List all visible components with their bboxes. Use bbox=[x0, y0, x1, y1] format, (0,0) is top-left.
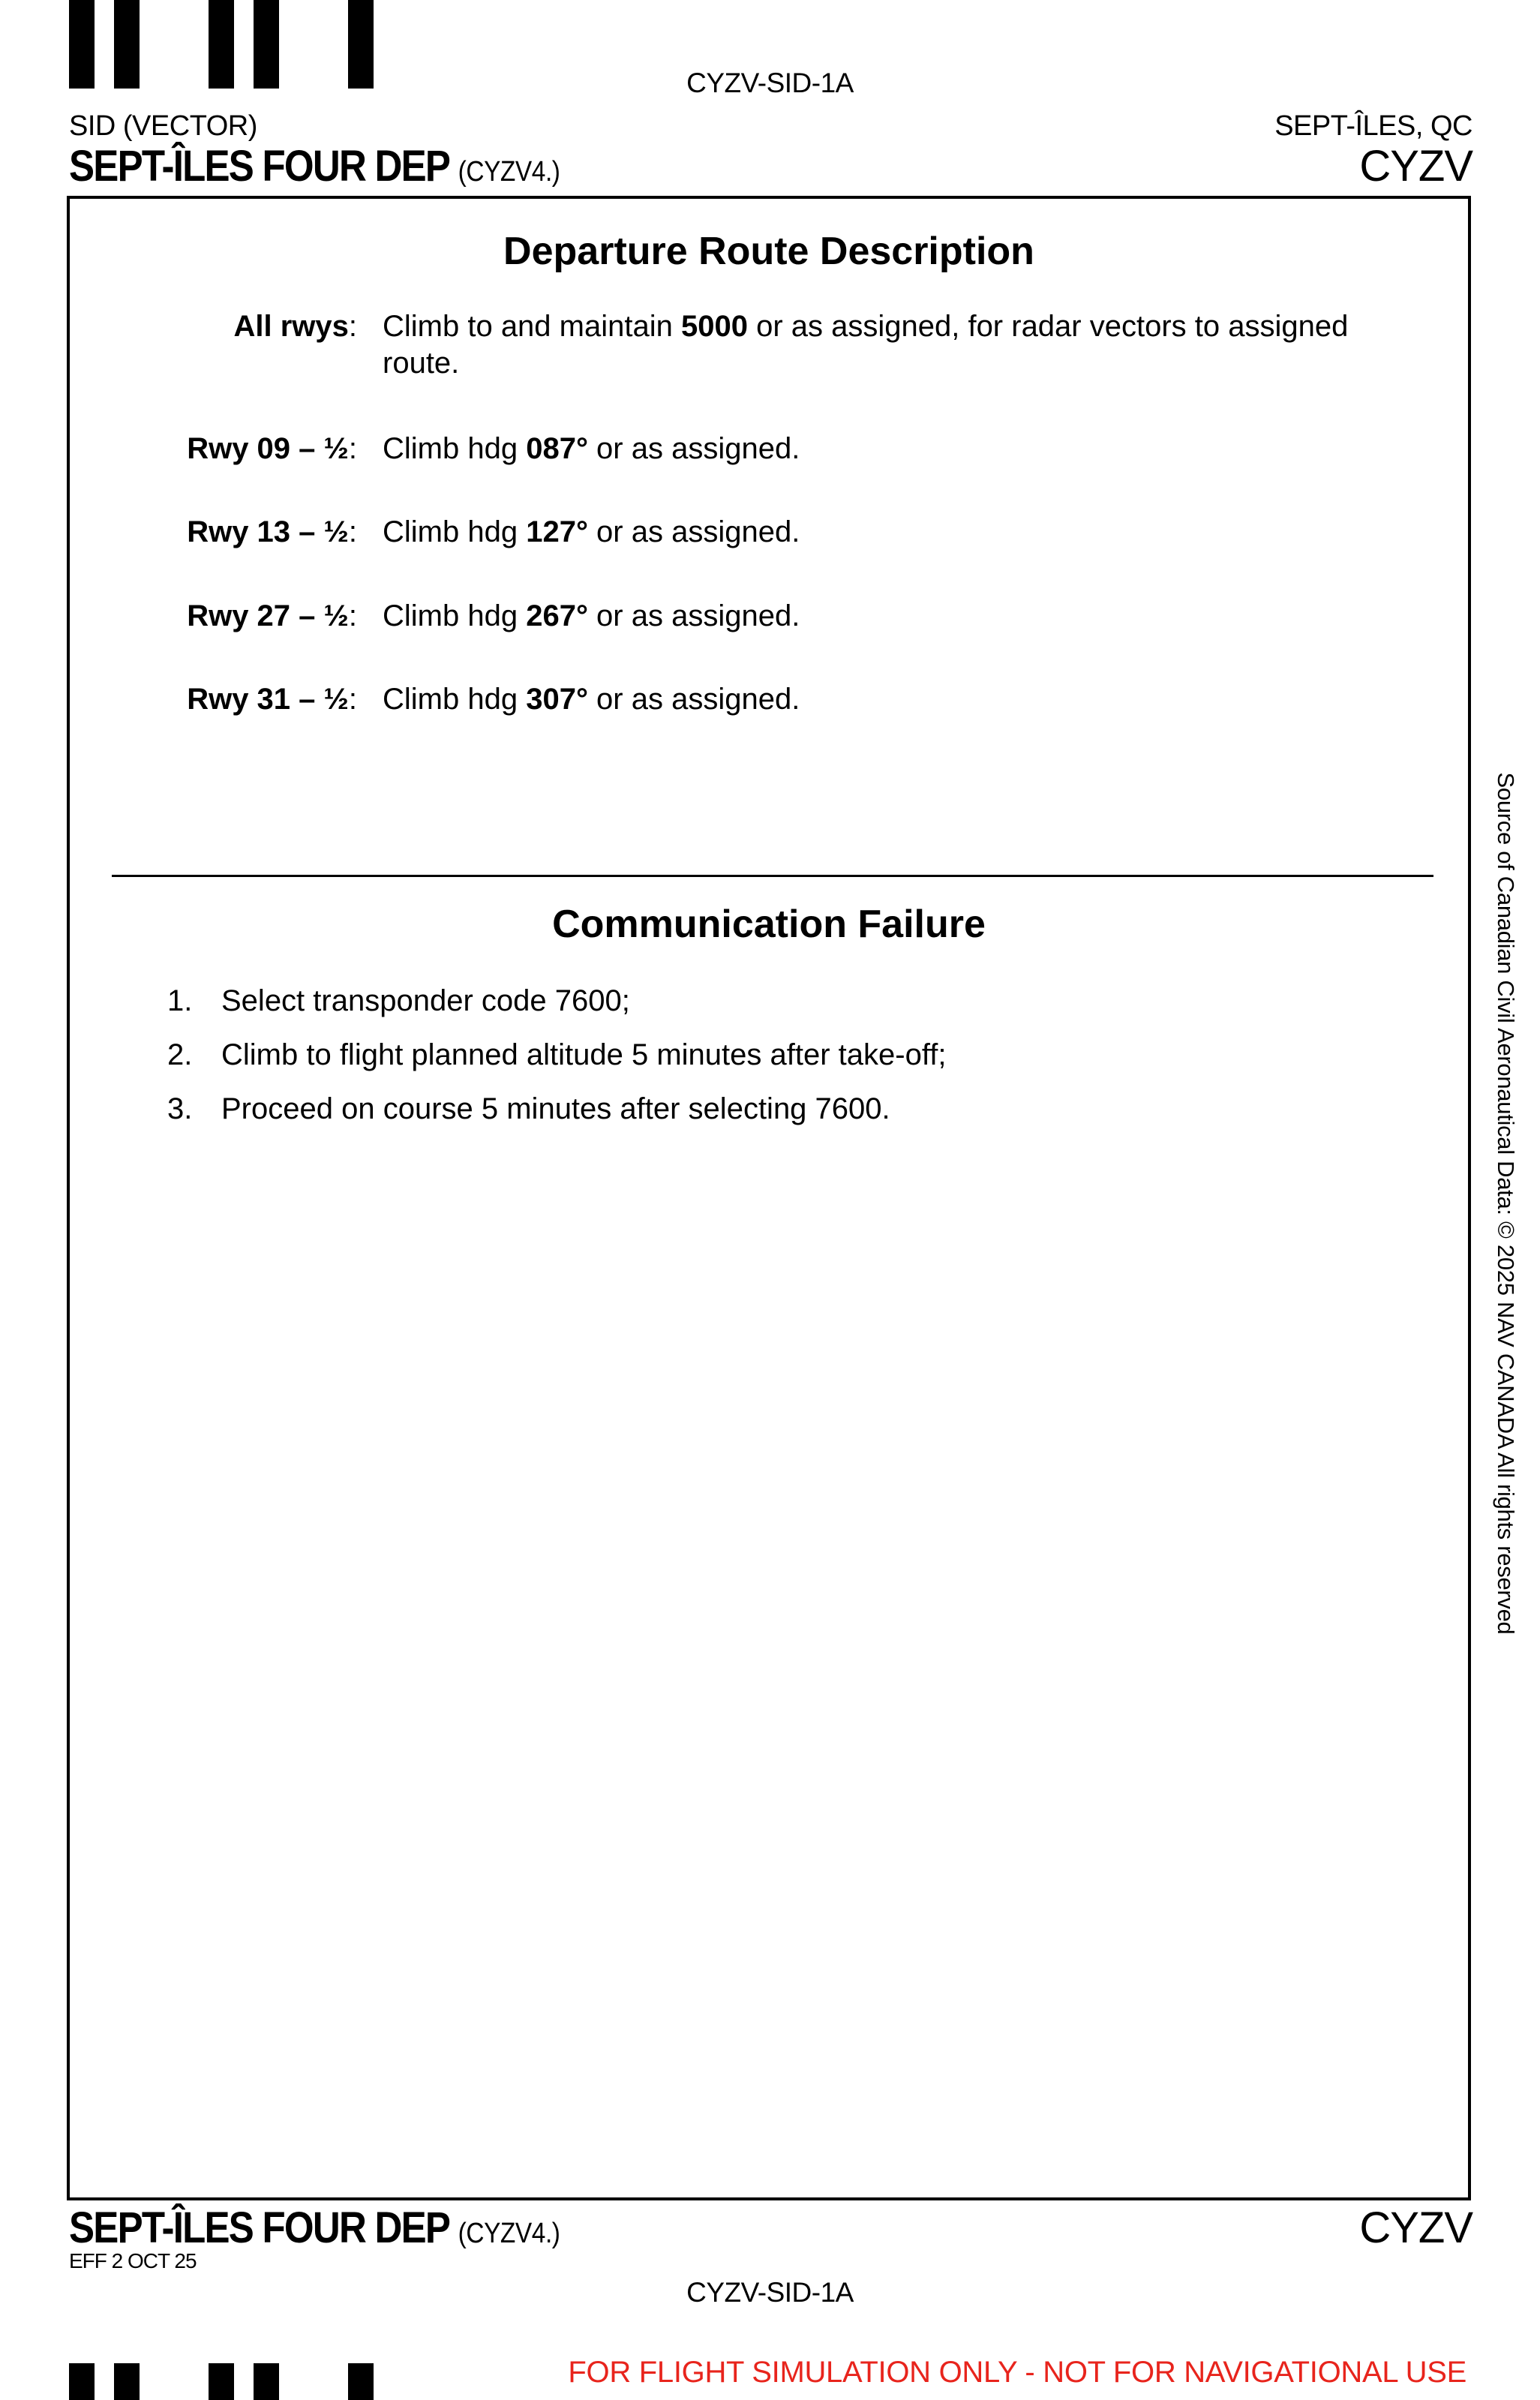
procedure-code: (CYZV4.) bbox=[458, 156, 560, 188]
effective-date: EFF 2 OCT 25 bbox=[69, 2249, 197, 2272]
footer-procedure-title bbox=[69, 2203, 560, 2253]
row-text-pre: Climb to and maintain bbox=[383, 310, 681, 343]
list-item-text: Climb to flight planned altitude 5 minutes after take-off; bbox=[221, 1038, 947, 1071]
location: SEPT-ÎLES, QC bbox=[1274, 110, 1472, 142]
comm-failure-title: Communication Failure bbox=[552, 903, 986, 946]
row-label: Rwy 13 – ½: bbox=[187, 515, 357, 548]
procedure-name: SEPT-ÎLES FOUR DEP bbox=[69, 142, 449, 191]
row-text-bold: 267° bbox=[526, 599, 588, 632]
list-item-number: 1. bbox=[167, 984, 193, 1017]
binding-bar bbox=[348, 2363, 374, 2400]
procedure-title bbox=[69, 141, 560, 191]
row-label-text: Rwy 09 – ½ bbox=[187, 432, 349, 465]
list-item-number: 2. bbox=[167, 1038, 193, 1071]
row-text bbox=[383, 308, 1373, 382]
chart-frame bbox=[67, 196, 1471, 2200]
row-text-bold: 307° bbox=[526, 683, 588, 716]
row-label-text: Rwy 31 – ½ bbox=[187, 683, 349, 716]
procedure-type: SID (VECTOR) bbox=[69, 110, 257, 142]
row-text bbox=[383, 514, 1373, 551]
row-label: Rwy 09 – ½: bbox=[187, 432, 357, 465]
row-text-pre: Climb hdg bbox=[383, 515, 527, 548]
list-item-text: Select transponder code 7600; bbox=[221, 984, 630, 1017]
airport-ident: CYZV bbox=[1359, 142, 1472, 191]
row-text-bold: 087° bbox=[526, 432, 588, 465]
binding-bar bbox=[254, 2363, 279, 2400]
row-label: Rwy 31 – ½: bbox=[187, 683, 357, 716]
row-text-pre: Climb hdg bbox=[383, 683, 527, 716]
row-text-bold: 5000 bbox=[680, 310, 748, 343]
data-source-note bbox=[1493, 748, 1518, 1659]
chart-id-top: CYZV-SID-1A bbox=[686, 68, 854, 98]
row-text-post: or as assigned, for radar vectors to assigned route. bbox=[383, 310, 1349, 380]
row-label-text: Rwy 13 – ½ bbox=[187, 515, 349, 548]
row-text-post: or as assigned. bbox=[587, 432, 800, 465]
section-divider bbox=[112, 875, 1433, 877]
row-label: All rwys: bbox=[233, 310, 357, 343]
binding-bar bbox=[209, 2363, 234, 2400]
row-text bbox=[383, 598, 1373, 635]
list-item-text: Proceed on course 5 minutes after selecting 7600. bbox=[221, 1092, 890, 1125]
binding-bar bbox=[69, 2363, 95, 2400]
row-text-bold: 127° bbox=[526, 515, 588, 548]
row-text-pre: Climb hdg bbox=[383, 432, 527, 465]
row-label-text: All rwys bbox=[233, 310, 349, 343]
row-label-text: Rwy 27 – ½ bbox=[187, 599, 349, 632]
row-text-post: or as assigned. bbox=[587, 515, 800, 548]
departure-title: Departure Route Description bbox=[503, 230, 1034, 273]
footer-procedure-name: SEPT-ÎLES FOUR DEP bbox=[69, 2203, 449, 2252]
row-text bbox=[383, 681, 1373, 718]
footer-airport-ident: CYZV bbox=[1359, 2203, 1472, 2252]
data-source-text: Source of Canadian Civil Aeronautical Data: © 2025 NAV CANADA All rights reserved bbox=[1493, 772, 1519, 1635]
chart-id-bottom: CYZV-SID-1A bbox=[686, 2277, 854, 2308]
footer-procedure-code: (CYZV4.) bbox=[458, 2218, 560, 2249]
row-text-pre: Climb hdg bbox=[383, 599, 527, 632]
row-label: Rwy 27 – ½: bbox=[187, 599, 357, 632]
row-text-post: or as assigned. bbox=[587, 683, 800, 716]
list-item-number: 3. bbox=[167, 1092, 193, 1125]
simulation-disclaimer: FOR FLIGHT SIMULATION ONLY - NOT FOR NAVIGATIONAL USE bbox=[568, 2356, 1466, 2389]
binding-bar bbox=[114, 2363, 140, 2400]
row-text-post: or as assigned. bbox=[587, 599, 800, 632]
row-text bbox=[383, 431, 1373, 467]
binding-bars-bottom bbox=[69, 2363, 384, 2400]
